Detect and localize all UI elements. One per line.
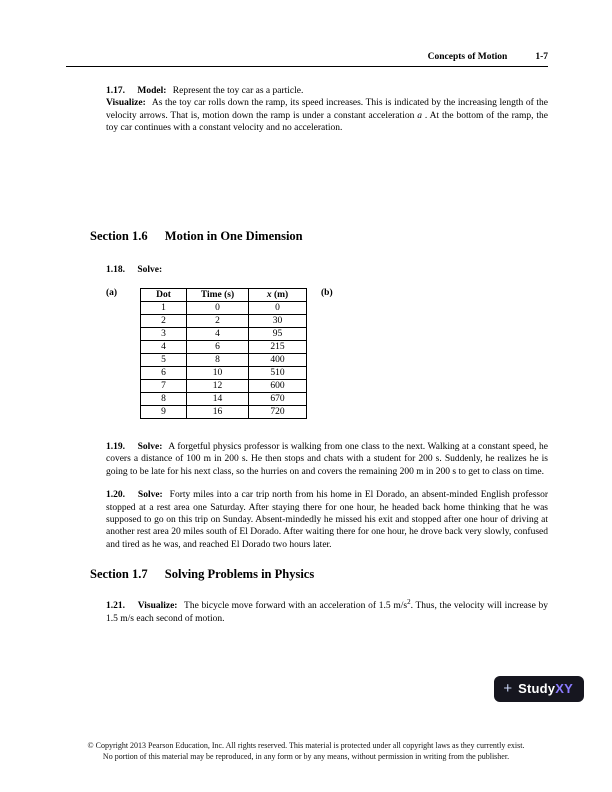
table-cell: 1 (141, 302, 187, 315)
table-cell: 4 (141, 341, 187, 354)
solve-label: Solve: (137, 490, 163, 501)
visualize-text-2: . At the bottom of the ramp, the toy car continues with a constant velocity and no acceleration. (106, 110, 548, 134)
table-cell: 14 (187, 393, 249, 406)
header-x (249, 289, 307, 302)
visualize-text-1: As the toy car rolls down the ramp, its speed increases. This is indicated by the increasing length of the velocity arrows. That is, motion down the ramp is under a constant acceleration (106, 98, 548, 121)
visualize-label: Visualize: (137, 601, 178, 612)
table-cell: 12 (187, 380, 249, 393)
copyright-line-2: No portion of this material may be reproduced, in any form or by any means, without permission in writing from the publisher. (102, 751, 510, 761)
dot-table-body (141, 302, 307, 419)
table-cell: 8 (141, 393, 187, 406)
problem-number: 1.21. (106, 601, 125, 612)
table-header-row (141, 289, 307, 302)
brand-xy: XY (555, 681, 573, 696)
header-dot: Dot (141, 289, 187, 302)
problem-number: 1.19. (106, 442, 125, 453)
table-cell: 215 (249, 341, 307, 354)
studyxy-logo (494, 676, 584, 702)
table-row (141, 328, 307, 341)
table-cell: 0 (187, 302, 249, 315)
table-cell: 2 (141, 315, 187, 328)
acceleration-variable: a (417, 110, 422, 121)
table-cell: 16 (187, 406, 249, 419)
table-row (141, 341, 307, 354)
table-cell: 6 (141, 367, 187, 380)
problem-1-20-solve (106, 489, 548, 551)
section-title: Solving Problems in Physics (164, 567, 315, 582)
solve-label: Solve: (137, 442, 163, 453)
solve-label: Solve: (137, 264, 163, 275)
table-cell: 510 (249, 367, 307, 380)
problem-1-17-visualize (106, 97, 548, 134)
superscript-2: 2 (407, 598, 411, 607)
table-cell: 400 (249, 354, 307, 367)
dot-table-zone (106, 288, 548, 419)
x-unit: (m) (271, 289, 289, 300)
model-text: Represent the toy car as a particle. (172, 86, 304, 96)
table-row (141, 354, 307, 367)
header-title: Concepts of Motion (427, 52, 508, 62)
table-row (141, 393, 307, 406)
table-cell: 4 (187, 328, 249, 341)
dot-position-table (140, 288, 307, 419)
visualize-text-2: . Thus, the velocity will increase by 1.5 m/s each second of motion. (106, 601, 549, 624)
table-row (141, 380, 307, 393)
studyxy-wordmark (518, 681, 573, 696)
table-cell: 600 (249, 380, 307, 393)
table-row (141, 315, 307, 328)
table-cell: 7 (141, 380, 187, 393)
part-a-label: (a) (106, 288, 118, 299)
table-cell: 3 (141, 328, 187, 341)
header-page-number: 1-7 (535, 52, 548, 62)
page-header (66, 52, 548, 67)
section-title: Motion in One Dimension (164, 228, 303, 243)
solve-text: Forty miles into a car trip north from his home in El Dorado, an absent-minded English professor stopped at a rest area one Saturday. After staying there for one hour, he headed back home thinking that he was supposed to go on this trip on Sunday. Absent-mindedly he missed his exit and stopped after one hour of driving at another rest area 20 miles south of El Dorado. After waiting there for one hour, he drove back very slowly, confused and tired as he was, and reached El Dorado two hours later. (106, 490, 549, 550)
header-time: Time (s) (187, 289, 249, 302)
table-cell: 10 (187, 367, 249, 380)
section-heading-1-6 (90, 229, 548, 244)
table-cell: 30 (249, 315, 307, 328)
copyright-footer (0, 741, 612, 762)
problem-1-18-solve (106, 264, 548, 276)
visualize-label: Visualize: (106, 98, 146, 109)
table-cell: 95 (249, 328, 307, 341)
table-row (141, 367, 307, 380)
problem-1-21-visualize (106, 600, 548, 625)
solve-text: A forgetful physics professor is walking from one class to the next. Walking at a constant speed, he covers a distance of 100 m in 200 s. He then stops and chats with a student for 200 s. Suddenly, he realizes he is going to be late for his next class, so the hurries on and covers the remaining 200 m in 200 s to get to class on time. (106, 442, 548, 477)
section-heading-1-7 (90, 567, 548, 582)
table-cell: 2 (187, 315, 249, 328)
problem-number: 1.17. (106, 86, 125, 96)
model-label: Model: (137, 86, 167, 96)
problem-number: 1.20. (106, 490, 125, 501)
table-cell: 5 (141, 354, 187, 367)
part-b-label: (b) (321, 288, 333, 299)
table-cell: 6 (187, 341, 249, 354)
brand-study: Study (518, 681, 556, 696)
table-cell: 670 (249, 393, 307, 406)
table-cell: 0 (249, 302, 307, 315)
plus-icon: + (503, 679, 513, 697)
table-row (141, 406, 307, 419)
table-cell: 8 (187, 354, 249, 367)
problem-1-19-solve (106, 441, 548, 478)
table-row (141, 302, 307, 315)
section-number: Section 1.6 (90, 228, 148, 243)
table-cell: 720 (249, 406, 307, 419)
table-cell: 9 (141, 406, 187, 419)
x-variable: x (266, 289, 272, 300)
problem-number: 1.18. (106, 264, 125, 275)
problem-1-17-model (106, 85, 548, 97)
visualize-text-1: The bicycle move forward with an acceleration of 1.5 m/s (184, 601, 408, 612)
section-number: Section 1.7 (90, 567, 148, 582)
copyright-line-1: © Copyright 2013 Pearson Education, Inc. All rights reserved. This material is protected under all copyright laws as they currently exist. (87, 741, 525, 750)
